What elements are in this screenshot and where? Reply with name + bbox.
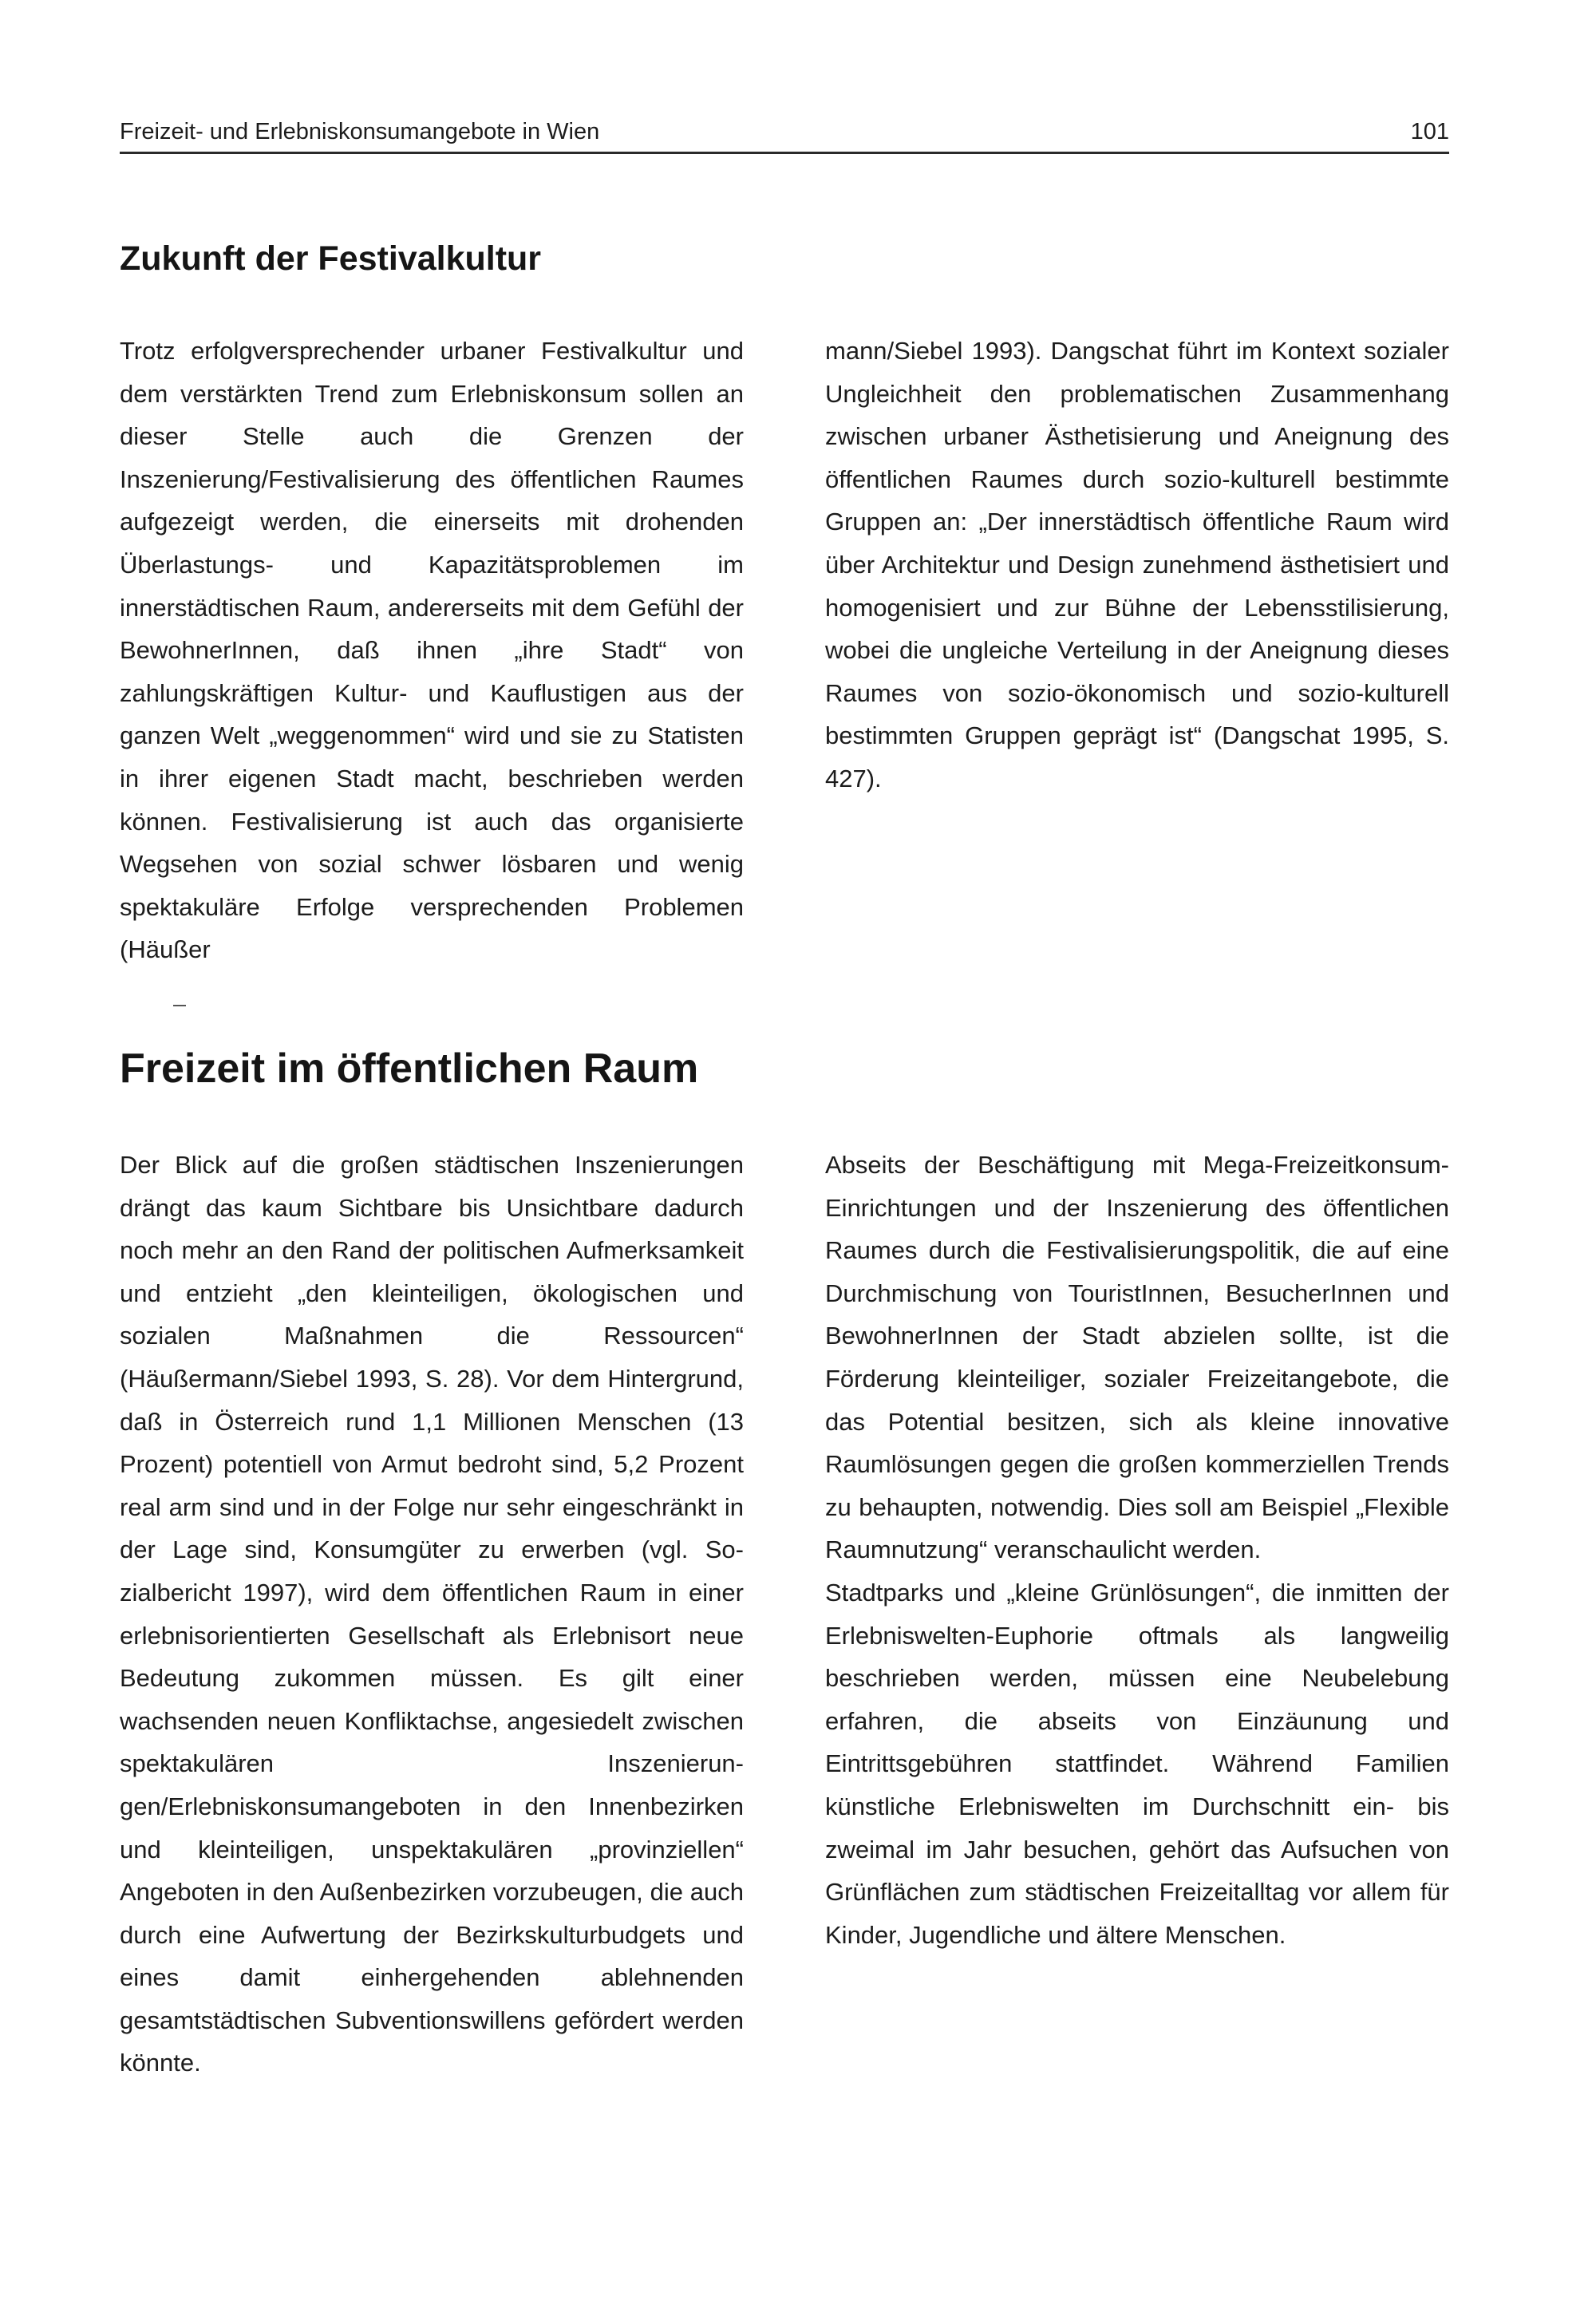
oeffentlicher-raum-column-left <box>120 1144 744 2085</box>
section-heading-festivalkultur: Zukunft der Festivalkultur <box>120 239 542 278</box>
scan-mark <box>173 1005 186 1006</box>
paragraph: Der Blick auf die großen städtischen Inszenierungen drängt das kaum Sichtbare bis Unsichtbare dadurch noch mehr an den Rand der politischen Aufmerksamkeit und entzieht „den kleinteiligen, ökologischen und sozialen Maßnahmen die Ressourcen“ (Häußermann/Siebel 1993, S. 28). Vor dem Hintergrund, daß in Österreich rund 1,1 Millionen Menschen (13 Prozent) potentiell von Armut bedroht sind, 5,2 Prozent real arm sind und in der Folge nur sehr eingeschränkt in der Lage sind, Konsumgüter zu erwerben (vgl. Sozialbericht 1997), wird dem öffentlichen Raum in einer erlebnisorientierten Gesellschaft als Erlebnisort neue Bedeutung zukommen müssen. Es gilt einer wachsenden neuen Konfliktachse, angesiedelt zwischen spektakulären Inszenierungen/Erlebniskonsumangeboten in den Innenbezirken und kleinteiligen, unspektakulären „provinziellen“ Angeboten in den Außenbezirken vorzubeugen, die auch durch eine Aufwertung der Bezirkskulturbudgets und eines damit einhergehenden ablehnenden gesamtstädtischen Subventionswillens gefördert werden könnte. <box>120 1151 744 2077</box>
festivalkultur-column-left <box>120 330 744 971</box>
running-title: Freizeit- und Erlebniskonsumangebote in Wien <box>120 119 600 144</box>
paragraph: mann/Siebel 1993). Dangschat führt im Kontext sozialer Ungleichheit den problematischen Zusammenhang zwischen urbaner Ästhetisierung und Aneignung des öffentlichen Raumes durch sozio-kulturell bestimmte Gruppen an: „Der innerstädtisch öffentliche Raum wird über Architektur und Design zunehmend ästhetisiert und homogenisiert und zur Bühne der Lebensstilisierung, wobei die ungleiche Verteilung in der Aneignung dieses Raumes von sozio-ökonomisch und sozio-kulturell bestimmten Gruppen geprägt ist“ (Dangschat 1995, S. 427). <box>825 337 1449 792</box>
paragraph: Trotz erfolgversprechender urbaner Festivalkultur und dem verstärkten Trend zum Erlebniskonsum sollen an dieser Stelle auch die Grenzen der Inszenierung/Festivalisierung des öffentlichen Raumes aufgezeigt werden, die einerseits mit drohenden Überlastungs- und Kapazitätsproblemen im innerstädtischen Raum, andererseits mit dem Gefühl der BewohnerInnen, daß ihnen „ihre Stadt“ von zahlungskräftigen Kultur- und Kauflustigen aus der ganzen Welt „weggenommen“ wird und sie zu Statisten in ihrer eigenen Stadt macht, beschrieben werden können. Festivalisierung ist auch das organisierte Wegsehen von sozial schwer lösbaren und wenig spektakuläre Erfolge versprechenden Problemen (Häußer <box>120 337 744 964</box>
paragraph: Abseits der Beschäftigung mit Mega-Freizeitkonsum-Einrichtungen und der Inszenierung des öffentlichen Raumes durch die Festivalisierungspolitik, die auf eine Durchmischung von TouristInnen, BesucherInnen und BewohnerInnen der Stadt abzielen sollte, ist die Förderung kleinteiliger, sozialer Freizeitangebote, die das Potential besitzen, sich als kleine innovative Raumlösungen gegen die großen kommerziellen Trends zu behaupten, notwendig. Dies soll am Beispiel „Flexible Raumnutzung“ veranschaulicht werden. <box>825 1151 1449 1564</box>
oeffentlicher-raum-column-right <box>825 1144 1449 1956</box>
paragraph: Stadtparks und „kleine Grünlösungen“, die inmitten der Erlebniswelten-Euphorie oftmals als langweilig beschrieben werden, müssen eine Neubelebung erfahren, die abseits von Einzäunung und Eintrittsgebühren stattfindet. Während Familien künstliche Erlebniswelten im Durchschnitt ein- bis zweimal im Jahr besuchen, gehört das Aufsuchen von Grünflächen zum städtischen Freizeitalltag vor allem für Kinder, Jugendliche und ältere Menschen. <box>825 1578 1449 1949</box>
running-header <box>120 112 1449 154</box>
section-heading-oeffentlicher-raum: Freizeit im öffentlichen Raum <box>120 1045 699 1092</box>
page-number: 101 <box>1410 119 1449 144</box>
festivalkultur-column-right <box>825 330 1449 800</box>
